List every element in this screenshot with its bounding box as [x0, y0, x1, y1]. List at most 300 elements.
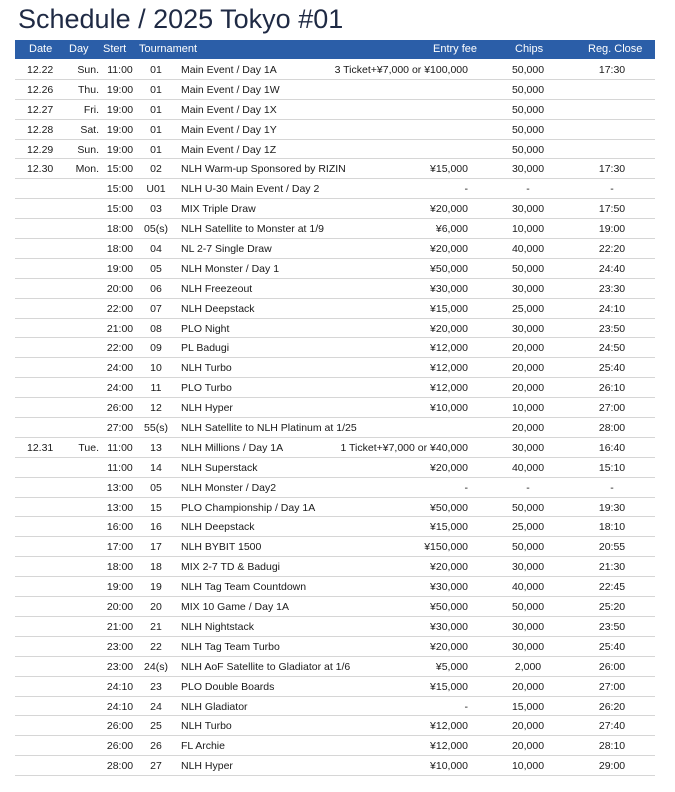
chips-cell: 30,000 [511, 163, 545, 176]
entry-fee-cell: ¥12,000 [430, 382, 468, 395]
tournament-name-cell: NLH Satellite to Monster at 1/9 [181, 223, 324, 236]
entry-fee-cell: ¥10,000 [430, 760, 468, 773]
reg-close-cell [581, 140, 643, 159]
table-row [15, 478, 655, 498]
entry-fee-cell: 1 Ticket+¥7,000 or ¥40,000 [340, 441, 468, 454]
entry-fee-cell [315, 100, 468, 119]
entry-fee-cell: ¥5,000 [435, 660, 468, 673]
chips-cell: 2,000 [514, 660, 542, 673]
table-row [15, 657, 655, 677]
event-number-cell: 01 [150, 64, 162, 76]
reg-close-cell: 25:40 [598, 362, 626, 375]
day-cell [61, 358, 99, 377]
day-cell [61, 597, 99, 616]
table-row [15, 299, 655, 319]
table-header [15, 40, 655, 59]
date-cell: 12.22 [27, 64, 54, 76]
event-number-cell: 16 [150, 521, 162, 534]
reg-close-cell: 22:45 [598, 581, 626, 594]
table-row [15, 677, 655, 697]
table-row [15, 617, 655, 637]
entry-fee-cell: ¥6,000 [435, 223, 468, 236]
entry-fee-cell [315, 140, 468, 159]
header-date: Date [29, 43, 53, 55]
reg-close-cell: 25:40 [598, 640, 626, 653]
chips-cell: 25,000 [511, 521, 545, 534]
chips-cell: 20,000 [511, 740, 545, 753]
day-cell [61, 537, 99, 556]
table-row [15, 358, 655, 378]
table-row [15, 438, 655, 458]
start-cell: 13:00 [106, 481, 134, 494]
event-number-cell: 23 [150, 680, 162, 693]
tournament-name-cell: NLH Hyper [181, 760, 233, 773]
tournament-name-cell: NLH Hyper [181, 402, 233, 415]
table-row [15, 537, 655, 557]
chips-cell: 15,000 [511, 700, 545, 713]
chips-cell: 50,000 [511, 262, 545, 275]
day-cell [61, 458, 99, 477]
entry-fee-cell: ¥15,000 [430, 163, 468, 176]
day-cell [61, 418, 99, 437]
entry-fee-cell: - [464, 700, 468, 713]
start-cell: 11:00 [107, 64, 133, 76]
event-number-cell: 03 [150, 203, 162, 216]
start-cell: 24:00 [106, 362, 134, 375]
start-cell: 19:00 [106, 83, 134, 96]
table-row [15, 378, 655, 398]
table-row [15, 120, 655, 140]
tournament-name-cell: PLO Championship / Day 1A [181, 501, 316, 514]
day-cell: Sun. [77, 64, 99, 76]
table-row [15, 60, 655, 80]
entry-fee-cell: ¥12,000 [430, 342, 468, 355]
chips-cell: 50,000 [511, 601, 545, 614]
start-cell: 23:00 [106, 640, 134, 653]
tournament-name-cell: Main Event / Day 1W [181, 83, 280, 96]
start-cell: 19:00 [106, 262, 134, 275]
day-cell [61, 736, 99, 755]
event-number-cell: 01 [150, 103, 162, 116]
reg-close-cell: 26:20 [598, 700, 626, 713]
event-number-cell: 04 [150, 243, 162, 256]
chips-cell: 30,000 [511, 282, 545, 295]
table-row [15, 338, 655, 358]
tournament-name-cell: NLH Deepstack [181, 302, 255, 315]
day-cell [61, 219, 99, 238]
start-cell: 26:00 [106, 740, 134, 753]
tournament-name-cell: Main Event / Day 1A [181, 64, 277, 76]
reg-close-cell: 27:00 [598, 680, 626, 693]
tournament-name-cell: FL Archie [181, 740, 225, 753]
day-cell [61, 637, 99, 656]
table-row [15, 557, 655, 577]
entry-fee-cell: ¥20,000 [430, 322, 468, 335]
tournament-name-cell: NLH Tag Team Turbo [181, 640, 280, 653]
tournament-name-cell: NLH Tag Team Countdown [181, 581, 307, 594]
tournament-name-cell: PL Badugi [181, 342, 230, 355]
table-row [15, 756, 655, 776]
tournament-name-cell: NLH Gladiator [181, 700, 248, 713]
table-row [15, 80, 655, 100]
table-row [15, 458, 655, 478]
reg-close-cell: 20:55 [598, 541, 626, 554]
event-number-cell: 24(s) [144, 660, 168, 673]
page-title: Schedule / 2025 Tokyo #01 [18, 4, 344, 34]
start-cell: 24:10 [106, 680, 134, 693]
chips-cell: 50,000 [511, 123, 545, 136]
reg-close-cell: 25:20 [598, 601, 626, 614]
table-row [15, 140, 655, 160]
chips-cell: 30,000 [511, 561, 545, 574]
chips-cell: 10,000 [511, 402, 545, 415]
day-cell [61, 557, 99, 576]
chips-cell: 50,000 [511, 103, 545, 116]
entry-fee-cell: ¥12,000 [430, 362, 468, 375]
day-cell [61, 577, 99, 596]
start-cell: 28:00 [106, 760, 134, 773]
day-cell: Mon. [75, 163, 99, 176]
event-number-cell: 21 [150, 620, 162, 633]
start-cell: 19:00 [106, 123, 134, 136]
reg-close-cell: 28:10 [598, 740, 626, 753]
entry-fee-cell: ¥50,000 [430, 501, 468, 514]
reg-close-cell: 23:30 [598, 282, 626, 295]
entry-fee-cell: ¥50,000 [430, 262, 468, 275]
start-cell: 15:00 [106, 183, 134, 196]
event-number-cell: 05(s) [144, 223, 168, 236]
table-row [15, 319, 655, 339]
event-number-cell: 14 [150, 461, 162, 474]
table-row [15, 736, 655, 756]
start-cell: 11:00 [107, 441, 133, 454]
entry-fee-cell: ¥30,000 [430, 282, 468, 295]
start-cell: 18:00 [106, 223, 134, 236]
day-cell [61, 517, 99, 536]
event-number-cell: 18 [150, 561, 162, 574]
reg-close-cell: 29:00 [598, 760, 626, 773]
start-cell: 27:00 [106, 422, 134, 435]
tournament-name-cell: NLH Freezeout [181, 282, 253, 295]
tournament-name-cell: NLH Deepstack [181, 521, 255, 534]
start-cell: 20:00 [106, 601, 134, 614]
table-row [15, 100, 655, 120]
start-cell: 20:00 [106, 282, 134, 295]
entry-fee-cell: ¥12,000 [430, 720, 468, 733]
entry-fee-cell: ¥30,000 [430, 581, 468, 594]
start-cell: 23:00 [106, 660, 134, 673]
reg-close-cell: - [610, 183, 614, 196]
reg-close-cell: 23:50 [598, 322, 626, 335]
event-number-cell: 24 [150, 700, 162, 713]
reg-close-cell: 23:50 [598, 620, 626, 633]
chips-cell: 25,000 [511, 302, 545, 315]
start-cell: 22:00 [106, 302, 134, 315]
tournament-name-cell: Main Event / Day 1X [181, 103, 277, 116]
reg-close-cell: 17:50 [598, 203, 626, 216]
start-cell: 19:00 [106, 143, 134, 156]
chips-cell: - [526, 481, 530, 494]
tournament-name-cell: NLH Nightstack [181, 620, 254, 633]
tournament-name-cell: NLH Satellite to NLH Platinum at 1/25 [181, 422, 357, 435]
reg-close-cell: 26:00 [598, 660, 626, 673]
chips-cell: 50,000 [511, 501, 545, 514]
start-cell: 21:00 [106, 620, 134, 633]
chips-cell: - [526, 183, 530, 196]
chips-cell: 40,000 [511, 461, 545, 474]
entry-fee-cell: ¥15,000 [430, 521, 468, 534]
event-number-cell: 15 [150, 501, 162, 514]
day-cell [61, 697, 99, 716]
table-row [15, 219, 655, 239]
tournament-name-cell: NLH Turbo [181, 720, 232, 733]
entry-fee-cell: 3 Ticket+¥7,000 or ¥100,000 [334, 64, 468, 76]
reg-close-cell: 24:50 [598, 342, 626, 355]
chips-cell: 40,000 [511, 581, 545, 594]
tournament-name-cell: NLH U-30 Main Event / Day 2 [181, 183, 320, 196]
event-number-cell: U01 [146, 183, 166, 196]
event-number-cell: 10 [150, 362, 162, 375]
event-number-cell: 09 [150, 342, 162, 355]
chips-cell: 50,000 [511, 83, 545, 96]
event-number-cell: 06 [150, 282, 162, 295]
event-number-cell: 01 [150, 143, 162, 156]
reg-close-cell: 28:00 [598, 422, 626, 435]
start-cell: 19:00 [106, 581, 134, 594]
day-cell [61, 338, 99, 357]
chips-cell: 20,000 [511, 680, 545, 693]
table-row [15, 637, 655, 657]
event-number-cell: 13 [150, 441, 162, 454]
start-cell: 13:00 [106, 501, 134, 514]
reg-close-cell: 17:30 [598, 64, 626, 76]
entry-fee-cell: ¥15,000 [430, 302, 468, 315]
event-number-cell: 07 [150, 302, 162, 315]
chips-cell: 40,000 [511, 243, 545, 256]
day-cell: Sat. [80, 123, 99, 136]
day-cell [61, 319, 99, 338]
header-reg-close: Reg. Close [588, 43, 643, 55]
entry-fee-cell [315, 80, 468, 99]
chips-cell: 30,000 [511, 441, 545, 454]
chips-cell: 30,000 [511, 640, 545, 653]
entry-fee-cell [315, 120, 468, 139]
date-cell: 12.26 [27, 83, 54, 96]
chips-cell: 30,000 [511, 203, 545, 216]
event-number-cell: 01 [150, 83, 162, 96]
tournament-name-cell: NL 2-7 Single Draw [181, 243, 272, 256]
chips-cell: 20,000 [511, 720, 545, 733]
day-cell [61, 299, 99, 318]
entry-fee-cell: - [464, 183, 468, 196]
chips-cell: 10,000 [511, 760, 545, 773]
day-cell [61, 617, 99, 636]
tournament-name-cell: Main Event / Day 1Z [181, 143, 277, 156]
event-number-cell: 12 [150, 402, 162, 415]
day-cell: Sun. [77, 143, 99, 156]
entry-fee-cell: ¥20,000 [430, 561, 468, 574]
header-chips: Chips [515, 43, 544, 55]
day-cell: Thu. [77, 83, 99, 96]
start-cell: 15:00 [106, 163, 134, 176]
day-cell [61, 756, 99, 775]
event-number-cell: 01 [150, 123, 162, 136]
start-cell: 18:00 [106, 243, 134, 256]
event-number-cell: 22 [150, 640, 162, 653]
tournament-name-cell: PLO Night [181, 322, 230, 335]
day-cell [61, 239, 99, 258]
event-number-cell: 25 [150, 720, 162, 733]
table-row [15, 179, 655, 199]
table-row [15, 498, 655, 518]
tournament-name-cell: MIX Triple Draw [181, 203, 256, 216]
day-cell [61, 179, 99, 198]
table-row [15, 577, 655, 597]
start-cell: 26:00 [106, 720, 134, 733]
table-row [15, 279, 655, 299]
header-start: Stert [103, 43, 127, 55]
day-cell [61, 378, 99, 397]
schedule-table [15, 60, 655, 776]
entry-fee-cell: ¥10,000 [430, 402, 468, 415]
tournament-name-cell: NLH Monster / Day2 [181, 481, 277, 494]
header-entry-fee: Entry fee [433, 43, 478, 55]
reg-close-cell: 24:40 [598, 262, 626, 275]
reg-close-cell: 27:00 [598, 402, 626, 415]
start-cell: 18:00 [106, 561, 134, 574]
event-number-cell: 20 [150, 601, 162, 614]
chips-cell: 50,000 [511, 541, 545, 554]
day-cell [61, 677, 99, 696]
chips-cell: 30,000 [511, 620, 545, 633]
day-cell [61, 398, 99, 417]
tournament-name-cell: NLH BYBIT 1500 [181, 541, 262, 554]
table-row [15, 597, 655, 617]
event-number-cell: 26 [150, 740, 162, 753]
reg-close-cell [581, 80, 643, 99]
reg-close-cell: 19:30 [598, 501, 626, 514]
event-number-cell: 05 [150, 481, 162, 494]
day-cell [61, 279, 99, 298]
entry-fee-cell: - [464, 481, 468, 494]
table-row [15, 398, 655, 418]
table-row [15, 259, 655, 279]
day-cell [61, 259, 99, 278]
tournament-name-cell: PLO Turbo [181, 382, 232, 395]
chips-cell: 20,000 [511, 362, 545, 375]
tournament-name-cell: MIX 10 Game / Day 1A [181, 601, 289, 614]
tournament-name-cell: Main Event / Day 1Y [181, 123, 277, 136]
start-cell: 22:00 [106, 342, 134, 355]
chips-cell: 20,000 [511, 342, 545, 355]
event-number-cell: 19 [150, 581, 162, 594]
reg-close-cell: 26:10 [598, 382, 626, 395]
tournament-name-cell: PLO Double Boards [181, 680, 275, 693]
event-number-cell: 27 [150, 760, 162, 773]
start-cell: 15:00 [106, 203, 134, 216]
reg-close-cell: 18:10 [598, 521, 626, 534]
table-row [15, 716, 655, 736]
table-row [15, 517, 655, 537]
date-cell: 12.27 [27, 103, 54, 116]
day-cell [61, 657, 99, 676]
entry-fee-cell: ¥20,000 [430, 203, 468, 216]
chips-cell: 50,000 [511, 143, 545, 156]
start-cell: 17:00 [106, 541, 134, 554]
reg-close-cell: 27:40 [598, 720, 626, 733]
tournament-name-cell: NLH AoF Satellite to Gladiator at 1/6 [181, 660, 351, 673]
entry-fee-cell: ¥20,000 [430, 461, 468, 474]
start-cell: 24:10 [106, 700, 134, 713]
entry-fee-cell: ¥20,000 [430, 243, 468, 256]
day-cell [61, 716, 99, 735]
chips-cell: 10,000 [511, 223, 545, 236]
entry-fee-cell: ¥15,000 [430, 680, 468, 693]
start-cell: 16:00 [106, 521, 134, 534]
tournament-name-cell: NLH Millions / Day 1A [181, 441, 284, 454]
date-cell: 12.31 [27, 441, 54, 454]
table-row [15, 239, 655, 259]
entry-fee-cell [315, 418, 468, 437]
table-row [15, 697, 655, 717]
start-cell: 11:00 [107, 461, 133, 474]
start-cell: 21:00 [106, 322, 134, 335]
event-number-cell: 17 [150, 541, 162, 554]
tournament-name-cell: MIX 2-7 TD & Badugi [181, 561, 281, 574]
entry-fee-cell: ¥20,000 [430, 640, 468, 653]
table-row [15, 159, 655, 179]
date-cell: 12.29 [27, 143, 54, 156]
header-day: Day [69, 43, 89, 55]
event-number-cell: 02 [150, 163, 162, 176]
chips-cell: 30,000 [511, 322, 545, 335]
chips-cell: 50,000 [511, 64, 545, 76]
reg-close-cell: 24:10 [598, 302, 626, 315]
date-cell: 12.28 [27, 123, 54, 136]
chips-cell: 20,000 [511, 382, 545, 395]
reg-close-cell: 19:00 [598, 223, 626, 236]
tournament-name-cell: NLH Monster / Day 1 [181, 262, 280, 275]
day-cell [61, 478, 99, 497]
start-cell: 19:00 [106, 103, 134, 116]
reg-close-cell [581, 120, 643, 139]
entry-fee-cell: ¥150,000 [424, 541, 468, 554]
day-cell [61, 199, 99, 218]
date-cell: 12.30 [27, 163, 54, 176]
table-row [15, 199, 655, 219]
day-cell: Fri. [83, 103, 99, 116]
header-tournament: Tournament [139, 43, 198, 55]
reg-close-cell: 22:20 [598, 243, 626, 256]
start-cell: 26:00 [106, 402, 134, 415]
reg-close-cell: 17:30 [598, 163, 626, 176]
entry-fee-cell: ¥30,000 [430, 620, 468, 633]
entry-fee-cell: ¥50,000 [430, 601, 468, 614]
event-number-cell: 55(s) [144, 422, 168, 435]
event-number-cell: 05 [150, 262, 162, 275]
day-cell: Tue. [78, 441, 99, 454]
reg-close-cell: 15:10 [598, 461, 626, 474]
tournament-name-cell: NLH Turbo [181, 362, 232, 375]
tournament-name-cell: NLH Warm-up Sponsored by RIZIN [181, 163, 346, 176]
reg-close-cell: - [610, 481, 614, 494]
event-number-cell: 11 [150, 382, 162, 395]
reg-close-cell: 16:40 [598, 441, 626, 454]
entry-fee-cell: ¥12,000 [430, 740, 468, 753]
chips-cell: 20,000 [511, 422, 545, 435]
start-cell: 24:00 [106, 382, 134, 395]
event-number-cell: 08 [150, 322, 162, 335]
